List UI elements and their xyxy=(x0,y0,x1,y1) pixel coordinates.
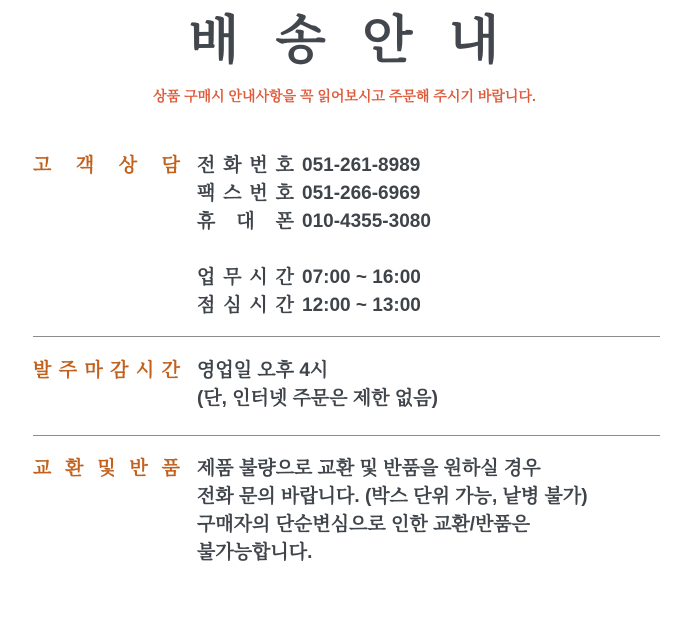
section-divider xyxy=(33,435,660,436)
info-line xyxy=(197,539,660,567)
lunch-hours: 12:00 ~ 13:00 xyxy=(302,295,421,316)
mobile-number: 010-4355-3080 xyxy=(302,211,431,232)
deadline-note: (단, 인터넷 주문은 제한 없음) xyxy=(197,388,438,409)
info-line xyxy=(197,455,660,483)
section-divider xyxy=(33,336,660,337)
page-title: 배 송 안 내 xyxy=(188,12,501,70)
business-hours: 07:00 ~ 16:00 xyxy=(302,267,421,288)
section-exchange-return xyxy=(33,455,660,567)
info-line xyxy=(197,385,660,413)
info-row-label: 업 무 시 간 xyxy=(197,267,294,288)
section-content-exchange-return xyxy=(197,455,660,567)
exchange-policy-text: 불가능합니다. xyxy=(197,542,313,563)
deadline-text: 영업일 오후 4시 xyxy=(197,360,329,381)
info-row-lunch-hours xyxy=(197,292,660,320)
info-line xyxy=(197,511,660,539)
phone-number: 051-261-8989 xyxy=(302,155,421,176)
exchange-policy-text: 제품 불량으로 교환 및 반품을 원하실 경우 xyxy=(197,458,541,479)
section-content-order-deadline xyxy=(197,357,660,413)
section-label-exchange-return: 교 환 및 반 품 xyxy=(33,458,180,479)
info-row-label: 전 화 번 호 xyxy=(197,155,294,176)
fax-number: 051-266-6969 xyxy=(302,183,421,204)
section-label-customer-service: 고 객 상 담 xyxy=(33,155,180,176)
info-row-fax xyxy=(197,180,660,208)
info-row-mobile xyxy=(197,208,660,236)
info-row-label: 팩 스 번 호 xyxy=(197,183,294,204)
info-row-business-hours xyxy=(197,264,660,292)
section-order-deadline xyxy=(33,357,660,413)
info-row-label: 휴 대 폰 xyxy=(197,211,294,232)
section-content-customer-service xyxy=(197,152,660,320)
section-customer-service xyxy=(33,152,660,320)
info-row-phone xyxy=(197,152,660,180)
exchange-policy-text: 전화 문의 바랍니다. (박스 단위 가능, 낱병 불가) xyxy=(197,486,588,507)
info-row-label: 점 심 시 간 xyxy=(197,295,294,316)
exchange-policy-text: 구매자의 단순변심으로 인한 교환/반품은 xyxy=(197,514,531,535)
section-label-order-deadline: 발 주 마 감 시 간 xyxy=(33,360,180,381)
blank-row xyxy=(197,236,660,264)
info-line xyxy=(197,483,660,511)
info-body xyxy=(0,152,689,567)
page-subtitle: 상품 구매시 안내사항을 꼭 읽어보시고 주문해 주시기 바랍니다. xyxy=(153,88,536,104)
info-line xyxy=(197,357,660,385)
